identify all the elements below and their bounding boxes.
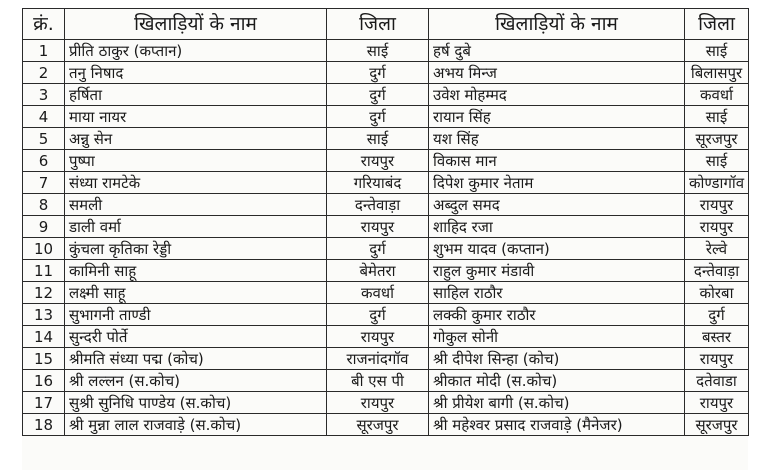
player-name-cell: श्री मुन्ना लाल राजवाड़े (स.कोच) [65, 414, 327, 436]
district-cell: दतेवाडा [685, 370, 749, 392]
serial-number-cell: 9 [23, 216, 65, 238]
header-player-name-2: खिलाड़ियों के नाम [429, 9, 685, 40]
table-row [23, 326, 749, 348]
district-cell: राजनांदगॉव [327, 348, 429, 370]
serial-number-cell: 18 [23, 414, 65, 436]
player-name-cell: हर्ष दुबे [429, 40, 685, 62]
table-row [23, 106, 749, 128]
district-cell: साई [685, 40, 749, 62]
table-row [23, 392, 749, 414]
district-cell: सूरजपुर [685, 414, 749, 436]
player-name-cell: तनु निषाद [65, 62, 327, 84]
table-row [23, 62, 749, 84]
district-cell: कवर्धा [327, 282, 429, 304]
district-cell: दन्तेवाड़ा [685, 260, 749, 282]
table-row [23, 128, 749, 150]
district-cell: दुर्ग [327, 238, 429, 260]
table-row [23, 414, 749, 436]
district-cell: रायपुर [327, 216, 429, 238]
player-name-cell: श्री प्रीयेश बागी (स.कोच) [429, 392, 685, 414]
player-name-cell: सुश्री सुनिधि पाण्डेय (स.कोच) [65, 392, 327, 414]
table-row [23, 40, 749, 62]
header-district-1: जिला [327, 9, 429, 40]
header-district-2: जिला [685, 9, 749, 40]
serial-number-cell: 4 [23, 106, 65, 128]
district-cell: रेल्वे [685, 238, 749, 260]
player-name-cell: शुभम यादव (कप्तान) [429, 238, 685, 260]
serial-number-cell: 6 [23, 150, 65, 172]
table-row [23, 260, 749, 282]
player-name-cell: श्री दीपेश सिन्हा (कोच) [429, 348, 685, 370]
district-cell: सूरजपुर [685, 128, 749, 150]
table-row [23, 304, 749, 326]
serial-number-cell: 5 [23, 128, 65, 150]
district-cell: दुर्ग [327, 106, 429, 128]
district-cell: साई [327, 40, 429, 62]
table-row [23, 150, 749, 172]
player-name-cell: लक्की कुमार राठौर [429, 304, 685, 326]
player-name-cell: संध्या रामटेके [65, 172, 327, 194]
player-name-cell: दिपेश कुमार नेताम [429, 172, 685, 194]
player-name-cell: डाली वर्मा [65, 216, 327, 238]
player-name-cell: शाहिद रजा [429, 216, 685, 238]
player-name-cell: श्रीकात मोदी (स.कोच) [429, 370, 685, 392]
district-cell: रायपुर [327, 150, 429, 172]
header-serial: क्रं. [23, 9, 65, 40]
table-row [23, 194, 749, 216]
district-cell: बिलासपुर [685, 62, 749, 84]
district-cell: दुर्ग [327, 84, 429, 106]
serial-number-cell: 8 [23, 194, 65, 216]
player-name-cell: हर्षिता [65, 84, 327, 106]
player-name-cell: पुष्पा [65, 150, 327, 172]
player-name-cell: विकास मान [429, 150, 685, 172]
player-name-cell: अभय मिन्ज [429, 62, 685, 84]
district-cell: साई [685, 150, 749, 172]
table-row [23, 370, 749, 392]
player-name-cell: श्री लल्लन (स.कोच) [65, 370, 327, 392]
district-cell: दुर्ग [327, 304, 429, 326]
serial-number-cell: 15 [23, 348, 65, 370]
district-cell: सूरजपुर [327, 414, 429, 436]
serial-number-cell: 13 [23, 304, 65, 326]
table-row [23, 172, 749, 194]
serial-number-cell: 2 [23, 62, 65, 84]
district-cell: रायपुर [685, 348, 749, 370]
district-cell: कोण्डागॉव [685, 172, 749, 194]
player-name-cell: रायान सिंह [429, 106, 685, 128]
district-cell: दुर्ग [327, 62, 429, 84]
header-player-name-1: खिलाड़ियों के नाम [65, 9, 327, 40]
district-cell: रायपुर [327, 326, 429, 348]
serial-number-cell: 11 [23, 260, 65, 282]
serial-number-cell: 10 [23, 238, 65, 260]
header-row [23, 9, 749, 40]
player-name-cell: माया नायर [65, 106, 327, 128]
player-name-cell: राहुल कुमार मंडावी [429, 260, 685, 282]
player-name-cell: साहिल राठौर [429, 282, 685, 304]
district-cell: कवर्धा [685, 84, 749, 106]
player-name-cell: सुभागनी ताण्डी [65, 304, 327, 326]
player-name-cell: श्री महेश्वर प्रसाद राजवाड़े (मैनेजर) [429, 414, 685, 436]
district-cell: दन्तेवाड़ा [327, 194, 429, 216]
district-cell: गरियाबंद [327, 172, 429, 194]
player-name-cell: लक्ष्मी साहू [65, 282, 327, 304]
roster-body [23, 40, 749, 436]
serial-number-cell: 1 [23, 40, 65, 62]
serial-number-cell: 16 [23, 370, 65, 392]
table-row [23, 282, 749, 304]
district-cell: रायपुर [327, 392, 429, 414]
player-name-cell: अन्नु सेन [65, 128, 327, 150]
serial-number-cell: 7 [23, 172, 65, 194]
district-cell: साई [327, 128, 429, 150]
serial-number-cell: 14 [23, 326, 65, 348]
district-cell: रायपुर [685, 194, 749, 216]
district-cell: कोरबा [685, 282, 749, 304]
table-row [23, 238, 749, 260]
serial-number-cell: 12 [23, 282, 65, 304]
player-name-cell: यश सिंह [429, 128, 685, 150]
table-row [23, 84, 749, 106]
player-name-cell: श्रीमति संध्या पद्म (कोच) [65, 348, 327, 370]
player-name-cell: सुन्दरी पोर्ते [65, 326, 327, 348]
district-cell: बस्तर [685, 326, 749, 348]
player-name-cell: अब्दुल समद [429, 194, 685, 216]
district-cell: रायपुर [685, 216, 749, 238]
player-name-cell: उवेश मोहम्मद [429, 84, 685, 106]
player-name-cell: कुंचला कृतिका रेड्डी [65, 238, 327, 260]
player-name-cell: समली [65, 194, 327, 216]
player-name-cell: गोकुल सोनी [429, 326, 685, 348]
table-row [23, 348, 749, 370]
player-name-cell: प्रीति ठाकुर (कप्तान) [65, 40, 327, 62]
district-cell: रायपुर [685, 392, 749, 414]
district-cell: साई [685, 106, 749, 128]
serial-number-cell: 3 [23, 84, 65, 106]
serial-number-cell: 17 [23, 392, 65, 414]
district-cell: दुर्ग [685, 304, 749, 326]
roster-sheet [22, 8, 748, 470]
player-name-cell: कामिनी साहू [65, 260, 327, 282]
district-cell: बी एस पी [327, 370, 429, 392]
player-roster-table [22, 8, 749, 436]
table-row [23, 216, 749, 238]
district-cell: बेमेतरा [327, 260, 429, 282]
